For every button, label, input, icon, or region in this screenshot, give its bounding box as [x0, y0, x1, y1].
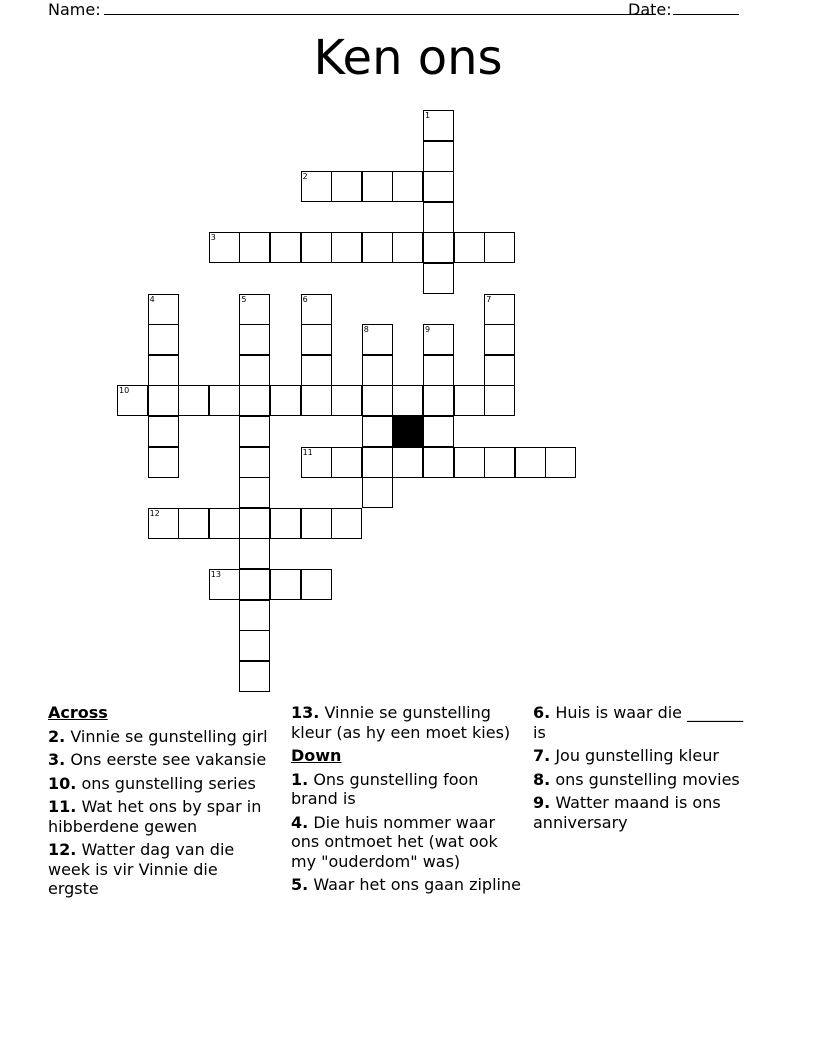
clue-item: [291, 703, 521, 742]
grid-cell[interactable]: [301, 324, 332, 355]
grid-cell[interactable]: [239, 447, 270, 478]
grid-cell[interactable]: [423, 110, 454, 141]
grid-cell[interactable]: [148, 294, 179, 325]
clue-number-label: 1.: [291, 769, 309, 789]
grid-cell[interactable]: [301, 385, 332, 416]
grid-cell[interactable]: [362, 324, 393, 355]
grid-cell[interactable]: [392, 447, 423, 478]
clue-item: [48, 797, 273, 836]
grid-cell[interactable]: [331, 232, 362, 263]
grid-cell[interactable]: [362, 416, 393, 447]
grid-cell[interactable]: [239, 385, 270, 416]
grid-cell[interactable]: [270, 232, 301, 263]
grid-cell[interactable]: [301, 569, 332, 600]
grid-cell[interactable]: [239, 630, 270, 661]
clue-item: [48, 774, 273, 794]
grid-cell[interactable]: [239, 508, 270, 539]
grid-cell[interactable]: [239, 324, 270, 355]
clue-text: Watter dag van die week is vir Vinnie die ergste: [48, 840, 235, 898]
grid-cell[interactable]: [331, 171, 362, 202]
grid-cell[interactable]: [270, 569, 301, 600]
grid-cell[interactable]: [209, 508, 240, 539]
grid-cell[interactable]: [423, 355, 454, 386]
grid-cell[interactable]: [239, 355, 270, 386]
grid-cell[interactable]: [545, 447, 576, 478]
grid-cell[interactable]: [362, 477, 393, 508]
grid-cell[interactable]: [362, 355, 393, 386]
grid-cell[interactable]: [148, 416, 179, 447]
grid-cell[interactable]: [331, 508, 362, 539]
clue-number: 13: [210, 570, 221, 579]
clue-number-label: 7.: [533, 746, 551, 765]
grid-cell[interactable]: [178, 385, 209, 416]
grid-cell[interactable]: [362, 447, 393, 478]
grid-cell[interactable]: [423, 324, 454, 355]
clues-column-3: [533, 703, 753, 836]
clue-text: Watter maand is ons anniversary: [533, 793, 721, 832]
grid-cell[interactable]: [239, 294, 270, 325]
clue-text: Huis is waar die _______ is: [533, 703, 744, 742]
grid-cell[interactable]: [148, 447, 179, 478]
clue-number-label: 6.: [533, 703, 551, 722]
grid-cell[interactable]: [423, 385, 454, 416]
clue-item: [291, 875, 521, 895]
clue-number-label: 11.: [48, 797, 77, 816]
grid-cell[interactable]: [423, 416, 454, 447]
clue-text: Die huis nommer waar ons ontmoet het (wat ook my "ouderdom" was): [291, 812, 498, 871]
grid-cell[interactable]: [423, 202, 454, 233]
across-heading: Across: [48, 703, 108, 722]
grid-cell[interactable]: [454, 385, 485, 416]
clue-number-label: 2.: [48, 726, 66, 746]
clue-number-label: 13.: [291, 703, 320, 722]
grid-cell[interactable]: [239, 477, 270, 508]
grid-cell[interactable]: [362, 385, 393, 416]
clue-item: [291, 813, 521, 872]
grid-cell[interactable]: [148, 324, 179, 355]
clue-item: [48, 840, 273, 899]
grid-cell[interactable]: [301, 171, 332, 202]
grid-cell[interactable]: [239, 538, 270, 569]
clue-item: [533, 703, 753, 742]
grid-cell[interactable]: [362, 232, 393, 263]
clue-number: 8: [363, 325, 369, 335]
grid-cell[interactable]: [178, 508, 209, 539]
clue-number: 1: [425, 111, 431, 120]
clues-column-1: [48, 703, 273, 903]
clue-item: [533, 770, 753, 790]
clue-text: Ons eerste see vakansie: [70, 750, 267, 769]
clue-text: Ons gunstelling foon brand is: [291, 769, 479, 808]
grid-cell[interactable]: [209, 385, 240, 416]
grid-cell[interactable]: [239, 600, 270, 631]
grid-cell[interactable]: [301, 294, 332, 325]
grid-cell[interactable]: [484, 294, 515, 325]
grid-cell[interactable]: [362, 171, 393, 202]
grid-cell[interactable]: [484, 385, 515, 416]
clue-text: ons gunstelling series: [81, 773, 256, 793]
clue-text: Wat het ons by spar in hibberdene gewen: [48, 797, 262, 836]
grid-cell[interactable]: [270, 385, 301, 416]
grid-cell[interactable]: [148, 508, 179, 539]
clue-text: Waar het ons gaan zipline: [313, 875, 521, 894]
clue-number-label: 5.: [291, 875, 309, 894]
clue-number-label: 8.: [533, 769, 551, 789]
name-label: Name:: [48, 0, 101, 19]
grid-cell[interactable]: [239, 416, 270, 447]
grid-cell[interactable]: [392, 232, 423, 263]
clue-text: Vinnie se gunstelling girl: [70, 726, 268, 746]
grid-cell[interactable]: [392, 385, 423, 416]
clues-column-2: [291, 703, 521, 899]
clue-number: 7: [486, 294, 492, 304]
grid-cell[interactable]: [423, 141, 454, 172]
grid-cell[interactable]: [423, 232, 454, 263]
down-heading: Down: [291, 746, 342, 765]
grid-cell[interactable]: [209, 232, 240, 263]
clue-number-label: 3.: [48, 750, 66, 769]
grid-cell[interactable]: [423, 171, 454, 202]
grid-cell[interactable]: [239, 569, 270, 600]
clue-number: 5: [241, 294, 247, 304]
clue-text: Vinnie se gunstelling kleur (as hy een moet kies): [291, 703, 511, 742]
grid-cell[interactable]: [484, 232, 515, 263]
clue-number-label: 9.: [533, 793, 551, 812]
grid-cell[interactable]: [331, 447, 362, 478]
grid-cell[interactable]: [423, 447, 454, 478]
grid-cell[interactable]: [484, 324, 515, 355]
clue-number-label: 10.: [48, 773, 77, 793]
grid-cell[interactable]: [239, 232, 270, 263]
clue-number-label: 12.: [48, 840, 77, 859]
grid-cell[interactable]: [454, 447, 485, 478]
grid-cell[interactable]: [301, 232, 332, 263]
clue-number: 3: [210, 233, 216, 243]
grid-cell[interactable]: [484, 447, 515, 478]
clue-number: 9: [425, 325, 431, 335]
clue-item: [48, 750, 273, 770]
grid-cell[interactable]: [148, 385, 179, 416]
clue-number: 12: [149, 508, 160, 518]
grid-cell[interactable]: [392, 171, 423, 202]
grid-cell[interactable]: [331, 385, 362, 416]
clue-number-label: 4.: [291, 812, 309, 832]
grid-cell[interactable]: [301, 508, 332, 539]
clue-number: 6: [302, 294, 308, 304]
clue-text: ons gunstelling movies: [555, 769, 740, 789]
black-cell: [392, 416, 423, 447]
clue-text: Jou gunstelling kleur: [555, 746, 719, 765]
grid-cell[interactable]: [270, 508, 301, 539]
grid-cell[interactable]: [484, 355, 515, 386]
grid-cell[interactable]: [301, 355, 332, 386]
grid-cell[interactable]: [515, 447, 546, 478]
clue-number: 11: [302, 447, 313, 457]
clue-number: 4: [149, 294, 155, 304]
grid-cell[interactable]: [423, 263, 454, 294]
grid-cell[interactable]: [239, 661, 270, 692]
clue-number: 2: [302, 172, 308, 182]
clue-item: [533, 793, 753, 832]
page-title: Ken ons: [313, 30, 503, 86]
grid-cell[interactable]: [301, 447, 332, 478]
grid-cell[interactable]: [209, 569, 240, 600]
grid-cell[interactable]: [148, 355, 179, 386]
clue-item: [533, 746, 753, 766]
grid-cell[interactable]: [117, 385, 148, 416]
clue-item: [48, 727, 273, 747]
grid-cell[interactable]: [454, 232, 485, 263]
clue-number: 10: [119, 386, 130, 396]
date-label: Date:: [628, 0, 672, 19]
clue-item: [291, 770, 521, 809]
